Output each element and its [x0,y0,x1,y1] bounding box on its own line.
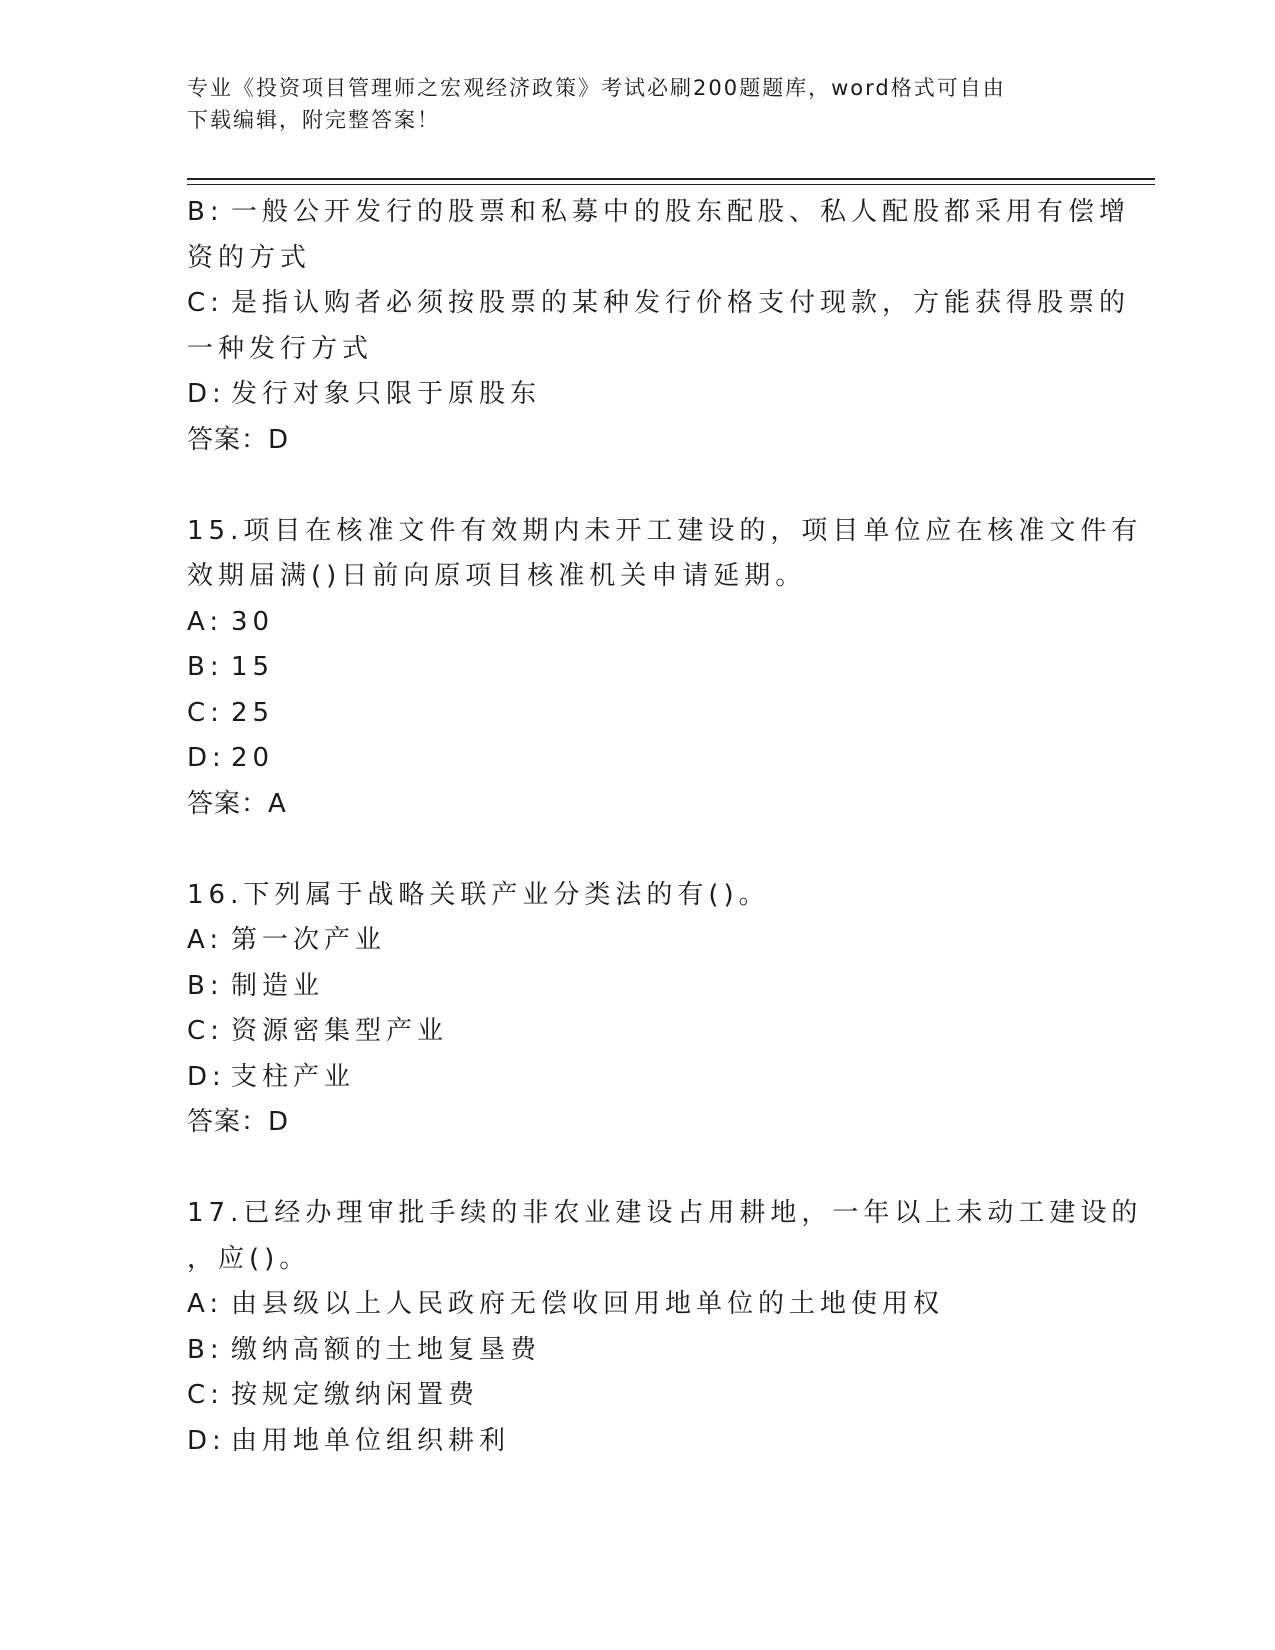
option-d [187,1419,1087,1465]
option-b [187,1328,1087,1374]
option-label: C: [187,697,224,728]
question-17 [187,1191,1143,1464]
option-text: 缴纳高额的土地复垦费 [231,1334,542,1365]
option-text: 资源密集型产业 [231,1016,449,1046]
option-b [187,645,1087,691]
question-15 [187,509,1143,828]
header-line-2: 下载编辑，附完整答案！ [187,108,440,132]
question-stem-line-1: 16.下列属于战略关联产业分类法的有()。 [187,879,770,910]
option-text: 第一次产业 [231,925,387,955]
option-c [187,691,1087,737]
option-label: C: [187,288,224,318]
option-label: D: [187,1061,226,1092]
option-text: 按规定缴纳闲置费 [231,1380,480,1410]
option-text: 支柱产业 [231,1061,356,1092]
option-b [187,964,1087,1010]
option-d [187,372,1087,418]
header-rule-thin [187,184,1155,185]
question-stem-line-1: 17.已经办理审批手续的非农业建设占用耕地，一年以上未动工建设的 [187,1198,1143,1228]
option-label: D: [187,379,226,409]
spacer [187,827,1087,873]
option-label: B: [187,970,224,1001]
option-d [187,736,1087,782]
option-a [187,1282,1087,1328]
option-label: D: [187,743,226,773]
option-b [187,190,1131,236]
option-d [187,1055,1087,1101]
question-16 [187,873,1087,1146]
spacer [187,463,1087,509]
option-text: 15 [231,652,275,682]
option-label: A: [187,606,224,637]
answer: 答案：A [187,788,287,819]
option-c [187,281,1131,327]
option-label: B: [187,1334,224,1365]
option-label: C: [187,1380,224,1410]
spacer [187,1146,1087,1192]
option-text [231,281,1130,327]
question-stem-line-2: 效期届满()日前向原项目核准机关申请延期。 [187,561,807,591]
option-label: A: [187,1289,224,1319]
question-stem-line-1: 15.项目在核准文件有效期内未开工建设的，项目单位应在核准文件有 [187,515,1143,546]
option-text-line: 是指认购者必须按股票的某种发行价格支付现款，方能获得股票的 [231,288,1131,318]
option-text: 由县级以上人民政府无偿收回用地单位的土地使用权 [231,1289,945,1319]
option-label: B: [187,652,224,682]
option-c [187,1009,1087,1055]
option-a [187,600,1087,646]
header-line-1: 专业《投资项目管理师之宏观经济政策》考试必刷200题题库，word格式可自由 [187,76,1006,100]
option-label: D: [187,1425,226,1456]
header-rule-thick [187,178,1155,180]
option-text: 20 [231,743,275,773]
option-c [187,1373,1087,1419]
option-text: 由用地单位组织耕利 [231,1425,511,1456]
option-text: 25 [231,697,275,728]
option-a [187,918,1087,964]
option-label: B: [187,197,224,227]
option-label: C: [187,1016,224,1046]
option-text: 制造业 [231,970,325,1001]
option-text: 发行对象只限于原股东 [231,379,542,409]
answer: 答案：D [187,424,290,455]
option-text-line: 一般公开发行的股票和私募中的股东配股、私人配股都采用有偿增 [231,197,1131,227]
option-text-continuation: 一种发行方式 [187,333,374,364]
question-stem-line-2: ，应()。 [187,1243,311,1274]
option-text: 30 [231,606,275,637]
option-text-continuation: 资的方式 [187,242,312,273]
answer: 答案：D [187,1107,290,1137]
question-14 [187,190,1131,463]
option-label: A: [187,925,224,955]
question-list [187,190,1143,1464]
option-text [231,190,1130,236]
document-header [187,72,1067,136]
